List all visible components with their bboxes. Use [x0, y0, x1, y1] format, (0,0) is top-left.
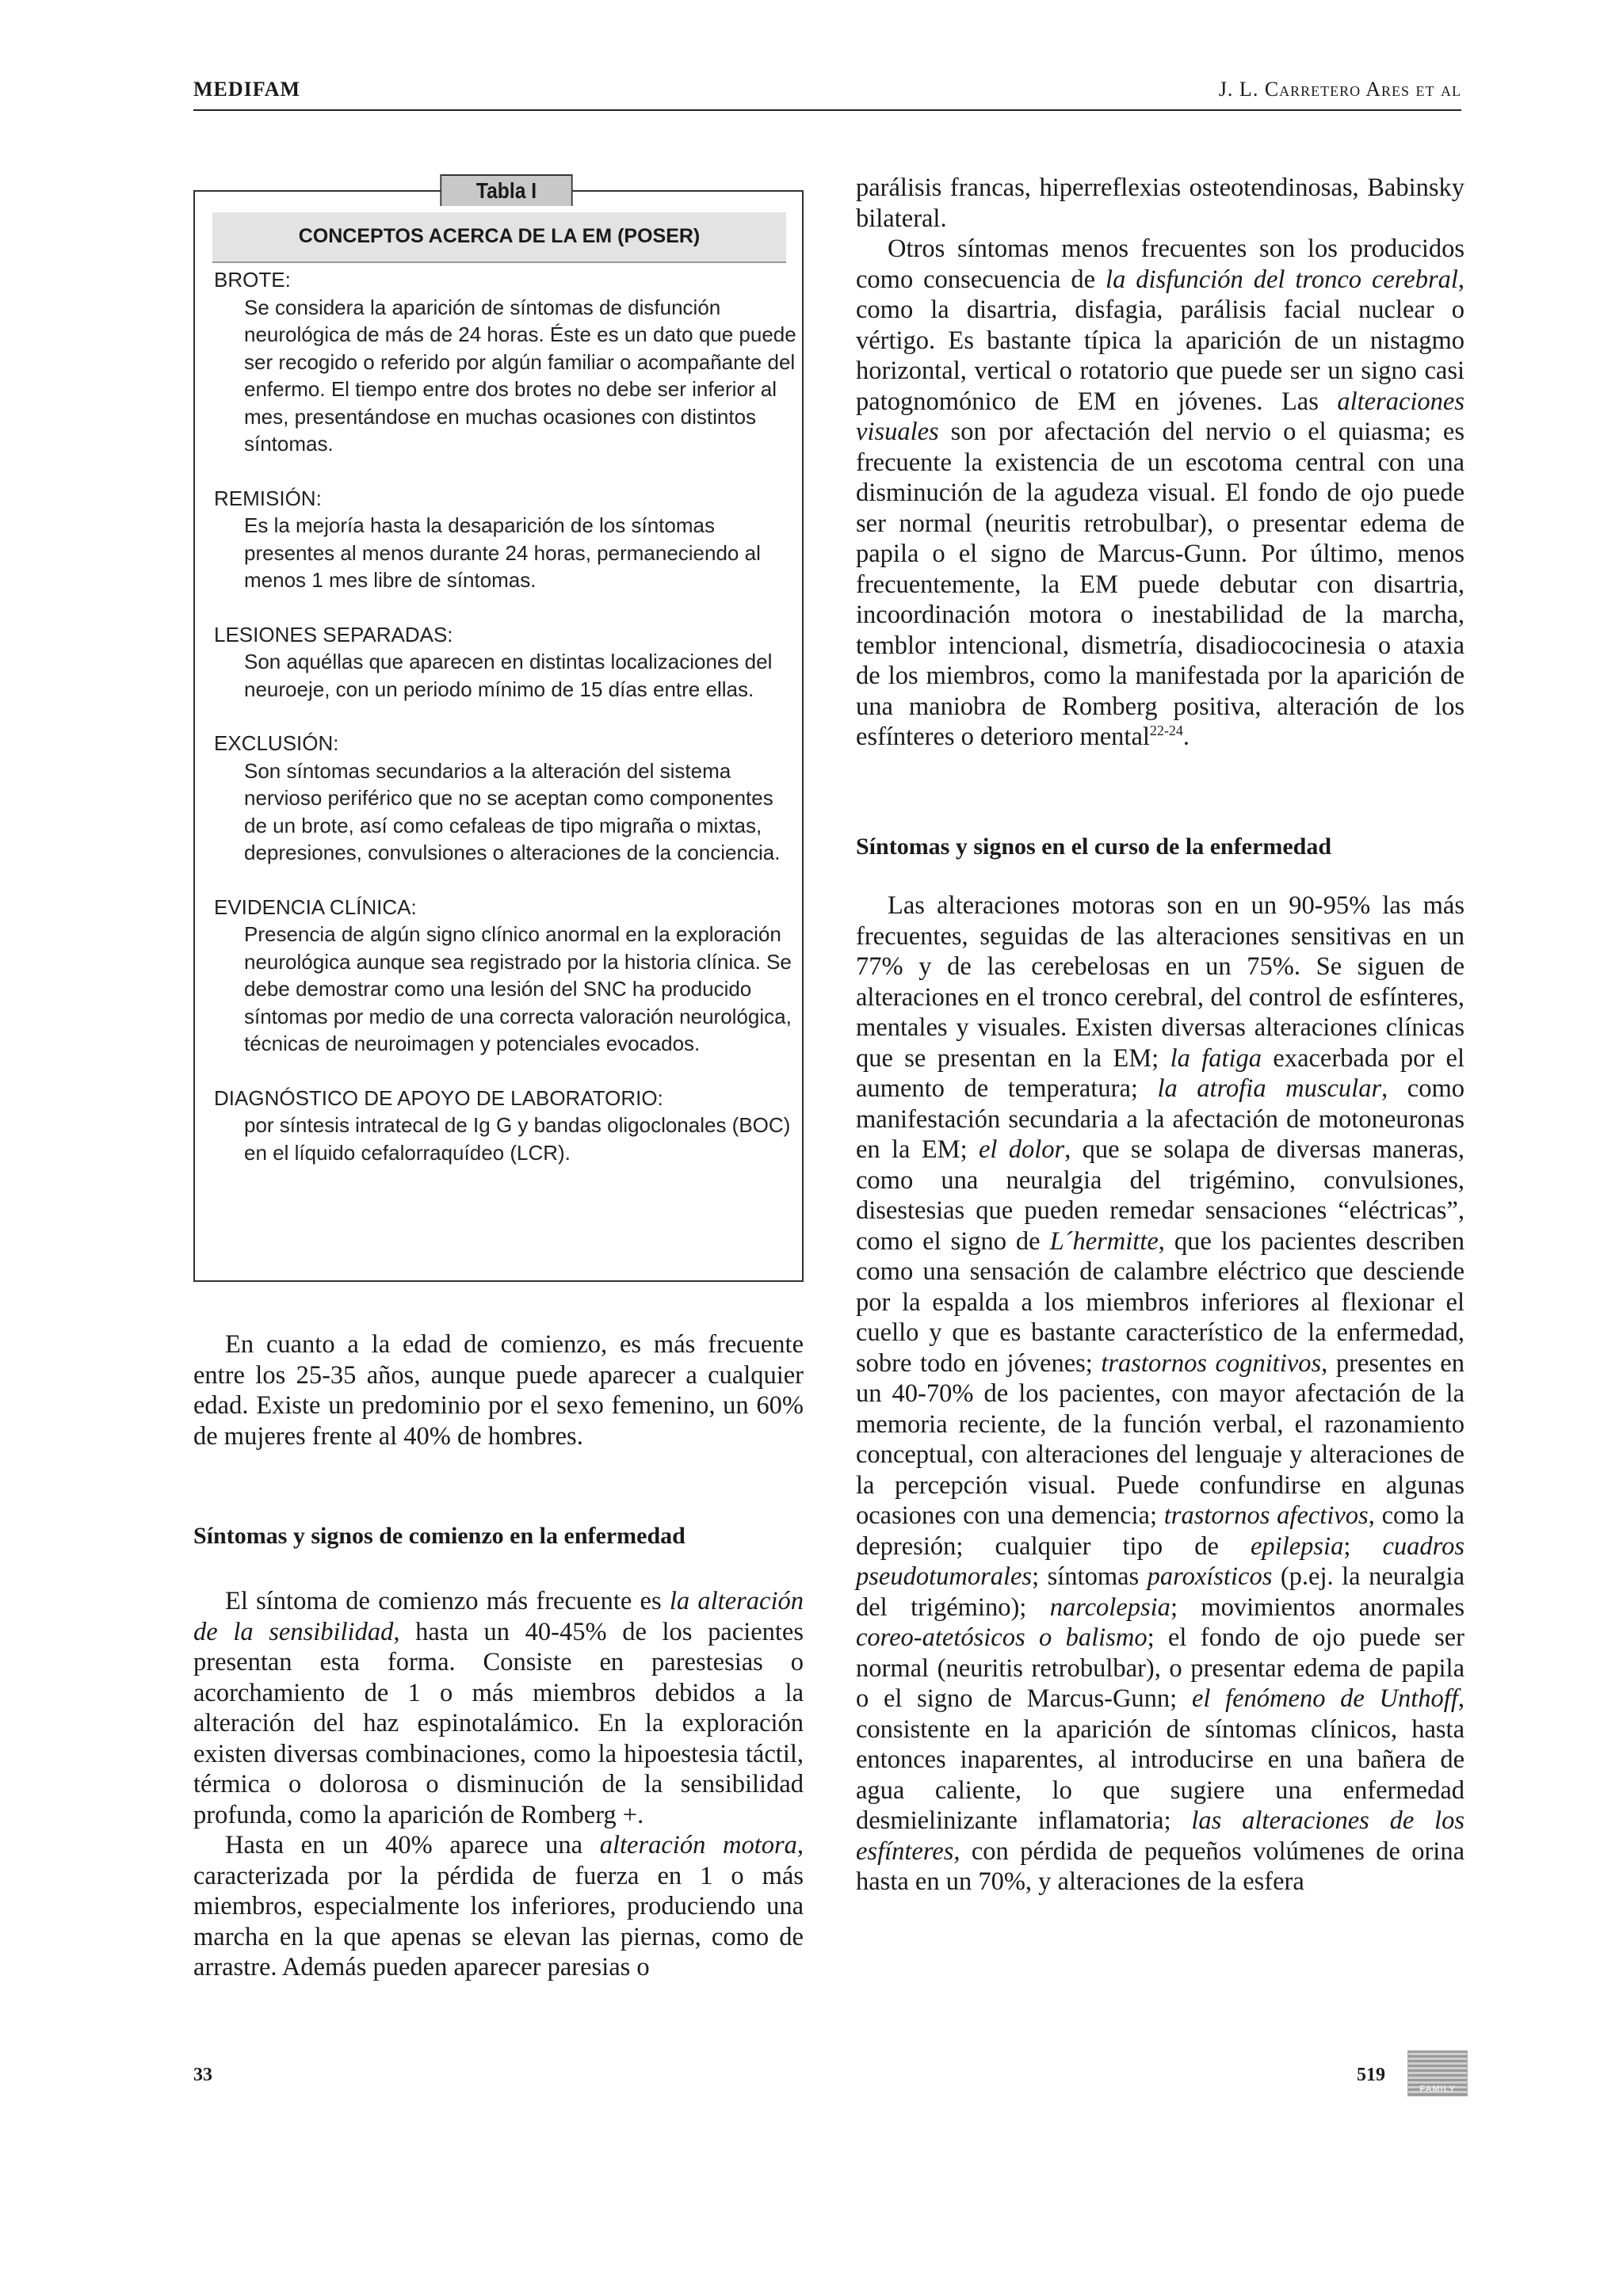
- paragraph-age: En cuanto a la edad de comienzo, es más frecuente entre los 25-35 años, aunque puede aparecer a cualquier edad. Existe un predominio por el sexo femenino, un 60% de mujeres frente al 40% de hombres.: [193, 1330, 804, 1451]
- paragraph-continued: parálisis francas, hiperreflexias osteotendinosas, Babinsky bilateral.: [856, 174, 1465, 233]
- entry-definition: por síntesis intratecal de Ig G y bandas oligoclonales (BOC) en el líquido cefalorraquídeo (LCR).: [244, 1113, 791, 1165]
- entry-term: LESIONES SEPARADAS:: [214, 622, 453, 646]
- entry-term: REMISIÓN:: [214, 486, 322, 510]
- entry-definition: Son aquéllas que aparecen en distintas localizaciones del neuroeje, con un periodo mínimo de 15 días entre ellas.: [244, 650, 773, 701]
- table-entry-lesiones: [214, 621, 797, 704]
- entry-definition: Son síntomas secundarios a la alteración del sistema nervioso periférico que no se aceptan como componentes de un brote, así como cefaleas de tipo migraña o mixtas, depresiones, convulsiones o alteraciones de la conciencia.: [244, 758, 781, 864]
- right-column-top: [856, 173, 1465, 753]
- table-entry-remision: [214, 485, 797, 594]
- table-entry-diagnostico: [214, 1085, 797, 1167]
- table-title: CONCEPTOS ACERCA DE LA EM (POSER): [212, 212, 786, 263]
- paragraph-other-symptoms: Otros síntomas menos frecuentes son los producidos como consecuencia de la disfunción del tronco cerebral, como la disartria, disfagia, parálisis facial nuclear o vértigo. Es bastante típica la aparición de un nistagmo horizontal, vertical o rotatorio que puede ser un signo casi patognomónico de EM en jóvenes. Las alteraciones visuales son por afectación del nervio o el quiasma; es frecuente la existencia de un escotoma central con una disminución de la agudeza visual. El fondo de ojo puede ser normal (neuritis retrobulbar), o presentar edema de papila o el signo de Marcus-Gunn. Por último, menos frecuentemente, la EM puede debutar con disartria, incoordinación motora o inestabilidad de la marcha, temblor intencional, dismetría, disadiococinesia o ataxia de los miembros, como la manifestada por la aparición de una maniobra de Romberg positiva, alteración de los esfínteres o deterioro mental$^{22-24}$.: [856, 235, 1465, 751]
- reference-superscript: 22-24: [1149, 723, 1183, 739]
- entry-term: BROTE:: [214, 268, 291, 292]
- logo-text: FAMILY: [1419, 2084, 1456, 2094]
- entry-definition: Presencia de algún signo clínico anormal en la exploración neurológica aunque sea registrado por la historia clínica. Se debe demostrar como una lesión del SNC ha producido síntomas por medio de una correcta valoración neurológica, técnicas de neuroimagen y potenciales evocados.: [244, 922, 792, 1055]
- left-column-age: [193, 1329, 804, 1451]
- paragraph-motor: Hasta en un 40% aparece una alteración motora, caracterizada por la pérdida de fuerza en 1 o más miembros, especialmente los inferiores, produciendo una marcha en la que apenas se elevan las piernas, como de arrastre. Además pueden aparecer paresias o: [193, 1831, 804, 1981]
- entry-term: EXCLUSIÓN:: [214, 731, 339, 755]
- entry-definition: Se considera la aparición de síntomas de disfunción neurológica de más de 24 horas. Éste es un dato que puede ser recogido o referido por algún familiar o acompañante del enfermo. El tiempo entre dos brotes no debe ser inferior al mes, presentándose en muchas ocasiones con distintos síntomas.: [244, 295, 796, 456]
- paragraph-course: Las alteraciones motoras son en un 90-95% las más frecuentes, seguidas de las alteraciones sensitivas en un 77% y de las cerebelosas en un 75%. Se siguen de alteraciones en el tronco cerebral, del control de esfínteres, mentales y visuales. Existen diversas alteraciones clínicas que se presentan en la EM; la fatiga exacerbada por el aumento de temperatura; la atrofia muscular, como manifestación secundaria a la afectación de motoneuronas en la EM; el dolor, que se solapa de diversas maneras, como una neuralgia del trigémino, convulsiones, disestesias que pueden remedar sensaciones “eléctricas”, como el signo de L´hermitte, que los pacientes describen como una sensación de calambre eléctrico que desciende por la espalda a los miembros inferiores al flexionar el cuello y que es bastante característico de la enfermedad, sobre todo en jóvenes; trastornos cognitivos, presentes en un 40-70% de los pacientes, con mayor afectación de la memoria reciente, de la función verbal, el razonamiento conceptual, con alteraciones del lenguaje y alteraciones de la percepción visual. Puede confundirse en algunas ocasiones con una demencia; trastornos afectivos, como la depresión; cualquier tipo de epilepsia; cuadros pseudotumorales; síntomas paroxísticos (p.ej. la neuralgia del trigémino); narcolepsia; movimientos anormales coreo-atetósicos o balismo; el fondo de ojo puede ser normal (neuritis retrobulbar), o presentar edema de papila o el signo de Marcus-Gunn; el fenómeno de Unthoff, consistente en la aparición de síntomas clínicos, hasta entonces inaparentes, al introducirse en una bañera de agua caliente, lo que sugiere una enfermedad desmielinizante inflamatoria; las alteraciones de los esfínteres, con pérdida de pequeños volúmenes de orina hasta en un 70%, y alteraciones de la esfera: [856, 891, 1465, 1896]
- paragraph-sensitivity: El síntoma de comienzo más frecuente es la alteración de la sensibilidad, hasta un 40-45% de los pacientes presentan esta forma. Consiste en parestesias o acorchamiento de 1 o más miembros debidos a la alteración del haz espinotalámico. En la exploración existen diversas combinaciones, como la hipoestesia táctil, térmica o dolorosa o disminución de la sensibilidad profunda, como la aparición de Romberg +.: [193, 1587, 804, 1829]
- table-entry-evidencia: [214, 894, 797, 1058]
- journal-name: MEDIFAM: [193, 78, 301, 101]
- table-body: [214, 266, 797, 1193]
- left-column-onset: [193, 1586, 804, 1983]
- left-column-heading: [193, 1521, 804, 1551]
- page-number-right: 519: [1357, 2065, 1385, 2085]
- section-heading-onset: Síntomas y signos de comienzo en la enfermedad: [193, 1523, 685, 1549]
- journal-logo-icon: [1407, 2050, 1468, 2096]
- table-label: Tabla I: [440, 174, 572, 206]
- entry-term: EVIDENCIA CLÍNICA:: [214, 894, 417, 919]
- table-entry-brote: [214, 266, 797, 458]
- article-authors: J. L. Carretero Ares et al: [1218, 78, 1461, 101]
- entry-term: DIAGNÓSTICO DE APOYO DE LABORATORIO:: [214, 1085, 663, 1110]
- right-column-course: [856, 891, 1465, 1897]
- table-entry-exclusion: [214, 730, 797, 867]
- running-head: [193, 76, 1461, 111]
- page-number-left: 33: [193, 2065, 212, 2085]
- right-column-heading: [856, 832, 1465, 862]
- entry-definition: Es la mejoría hasta la desaparición de los síntomas presentes al menos durante 24 horas, permaneciendo al menos 1 mes libre de síntomas.: [244, 513, 761, 592]
- section-heading-course: Síntomas y signos en el curso de la enfermedad: [856, 833, 1331, 860]
